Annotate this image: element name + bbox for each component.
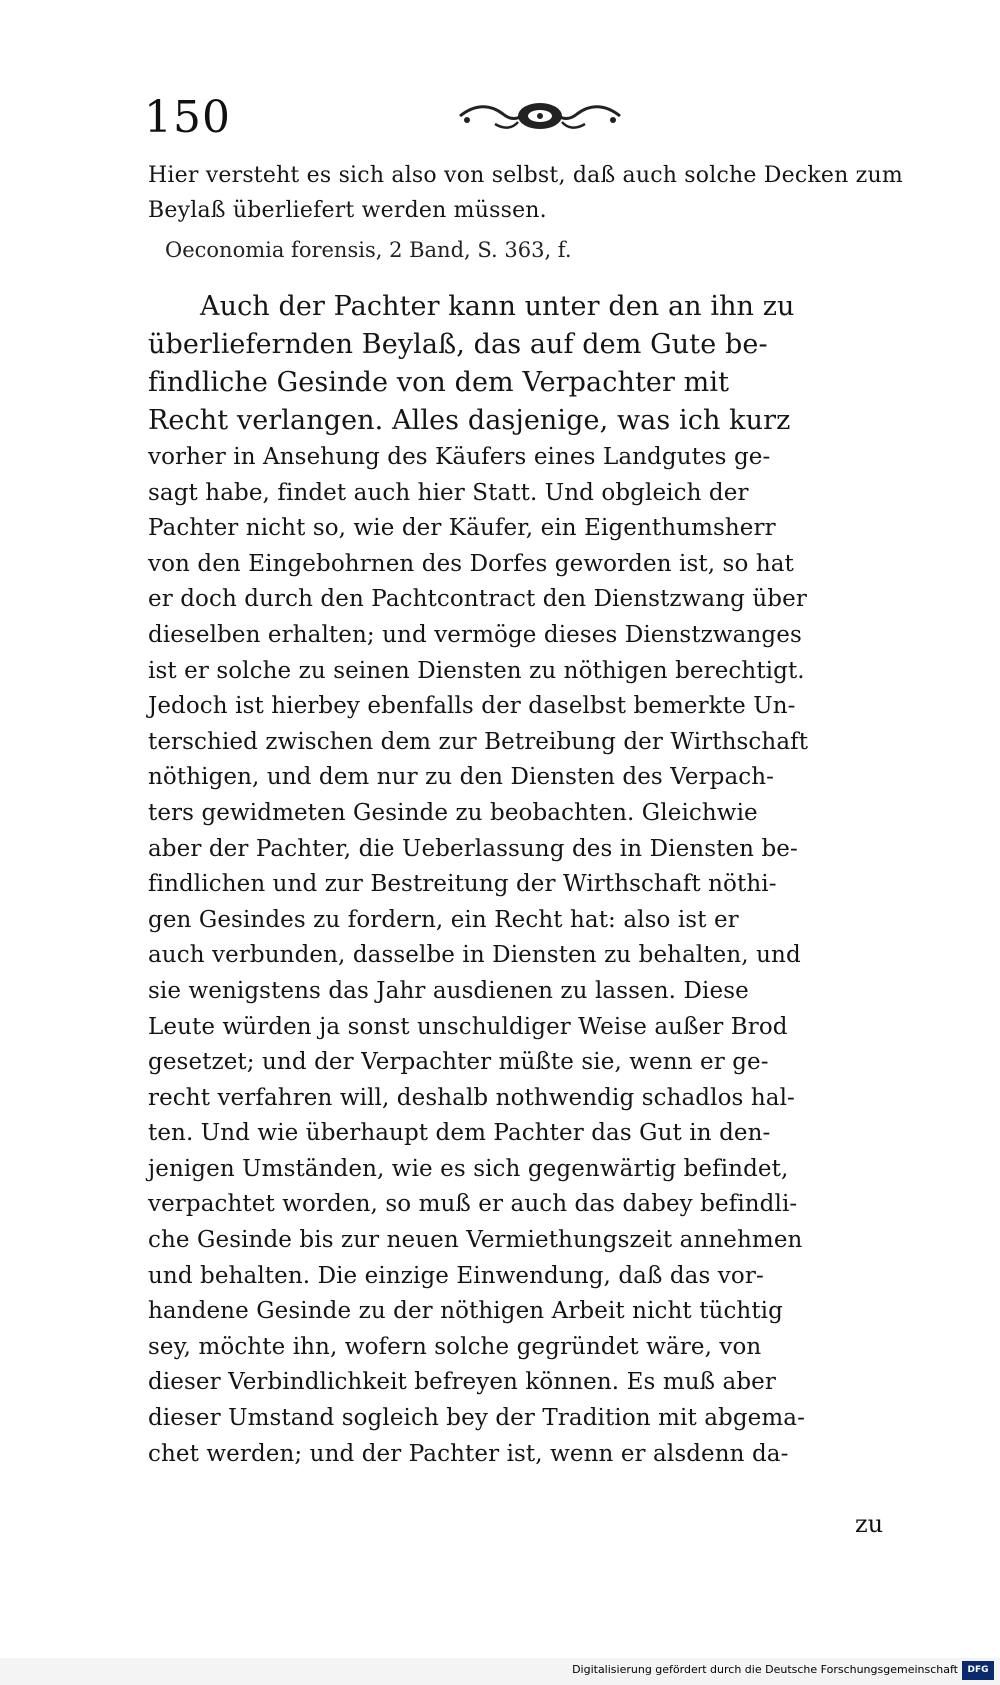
text-line: auch verbunden, dasselbe in Diensten zu behalten, und bbox=[148, 942, 801, 969]
text-line: dieser Umstand sogleich bey der Tradition mit abgema- bbox=[148, 1405, 805, 1432]
text-line: Jedoch ist hierbey ebenfalls der daselbst bemerkte Un- bbox=[148, 693, 796, 720]
text-line: chet werden; und der Pachter ist, wenn er alsdenn da- bbox=[148, 1440, 789, 1467]
text-line: Auch der Pachter kann unter den an ihn zu bbox=[200, 291, 795, 322]
dfg-logo: DFG bbox=[962, 1661, 994, 1680]
text-line: aber der Pachter, die Ueberlassung des in Diensten be- bbox=[148, 835, 798, 862]
text-line: er doch durch den Pachtcontract den Dienstzwang über bbox=[148, 586, 807, 613]
page-header bbox=[140, 92, 900, 152]
footer-credit: Digitalisierung gefördert durch die Deutsche Forschungsgemeinschaft bbox=[572, 1663, 958, 1676]
text-line: dieselben erhalten; und vermöge dieses Dienstzwanges bbox=[148, 621, 802, 648]
footnote bbox=[148, 158, 903, 228]
text-line: che Gesinde bis zur neuen Vermiethungszeit annehmen bbox=[148, 1227, 803, 1254]
text-line: sie wenigstens das Jahr ausdienen zu lassen. Diese bbox=[148, 977, 749, 1004]
text-line: Recht verlangen. Alles dasjenige, was ich kurz bbox=[148, 405, 791, 436]
footnote-line: Hier versteht es sich also von selbst, daß auch solche Decken zum bbox=[148, 163, 903, 188]
text-line: terschied zwischen dem zur Betreibung der Wirthschaft bbox=[148, 728, 809, 755]
text-line: gesetzet; und der Verpachter müßte sie, wenn er ge- bbox=[148, 1049, 769, 1076]
text-line: recht verfahren will, deshalb nothwendig schadlos hal- bbox=[148, 1084, 795, 1111]
text-line: vorher in Ansehung des Käufers eines Landgutes ge- bbox=[148, 444, 771, 470]
text-line: und behalten. Die einzige Einwendung, daß das vor- bbox=[148, 1262, 764, 1289]
text-line: verpachtet worden, so muß er auch das dabey befindli- bbox=[148, 1191, 798, 1218]
text-line: sagt habe, findet auch hier Statt. Und obgleich der bbox=[148, 479, 749, 506]
citation: Oeconomia forensis, 2 Band, S. 363, f. bbox=[165, 238, 572, 262]
page-number: 150 bbox=[144, 92, 231, 143]
text-line: findliche Gesinde von dem Verpachter mit bbox=[148, 367, 730, 398]
text-line: Leute würden ja sonst unschuldiger Weise außer Brod bbox=[148, 1013, 788, 1040]
text-line: jenigen Umständen, wie es sich gegenwärtig befindet, bbox=[148, 1155, 789, 1182]
text-line: überliefernden Beylaß, das auf dem Gute be- bbox=[148, 329, 768, 360]
printer-ornament-icon bbox=[455, 96, 625, 136]
text-line: dieser Verbindlichkeit befreyen können. Es muß aber bbox=[148, 1369, 776, 1396]
text-line: Pachter nicht so, wie der Käufer, ein Eigenthumsherr bbox=[148, 515, 776, 542]
text-line: ten. Und wie überhaupt dem Pachter das Gut in den- bbox=[148, 1120, 771, 1147]
text-line: nöthigen, und dem nur zu den Diensten des Verpach- bbox=[148, 764, 775, 791]
footnote-line: Beylaß überliefert werden müssen. bbox=[148, 198, 547, 223]
text-line: findlichen und zur Bestreitung der Wirthschaft nöthi- bbox=[148, 871, 777, 898]
text-line: sey, möchte ihn, wofern solche gegründet wäre, von bbox=[148, 1333, 762, 1360]
text-line: von den Eingebohrnen des Dorfes geworden ist, so hat bbox=[148, 550, 794, 577]
text-line: ist er solche zu seinen Diensten zu nöthigen berechtigt. bbox=[148, 657, 805, 684]
main-text bbox=[148, 288, 888, 1472]
text-line: gen Gesindes zu fordern, ein Recht hat: also ist er bbox=[148, 906, 739, 933]
catchword: zu bbox=[855, 1510, 884, 1538]
digitization-footer bbox=[0, 1658, 1000, 1685]
text-line: ters gewidmeten Gesinde zu beobachten. Gleichwie bbox=[148, 799, 758, 826]
text-line: handene Gesinde zu der nöthigen Arbeit nicht tüchtig bbox=[148, 1298, 783, 1325]
